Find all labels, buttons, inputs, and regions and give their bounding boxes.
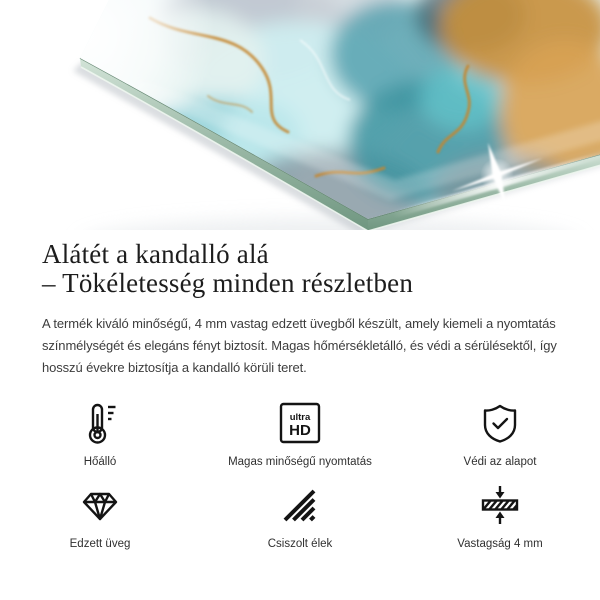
feature-tempered-glass (0, 483, 200, 551)
ultra-hd-icon-text-top: ultra (289, 412, 311, 423)
shield-check-icon (478, 401, 522, 445)
feature-ultra-hd (200, 401, 400, 469)
feature-protects-base (400, 401, 600, 469)
feature-label: Magas minőségű nyomtatás (228, 456, 372, 468)
feature-polished-edges (200, 483, 400, 551)
page-title (0, 230, 600, 298)
glass-panel-illustration (0, 0, 600, 230)
feature-thickness (400, 483, 600, 551)
product-description: A termék kiváló minőségű, 4 mm vastag edzett üvegből készült, amely kiemeli a nyomtatás színmélységét és elegáns fényt biztosít. Magas hőmérsékletálló, és védi a sérülésektől, így hosszú évekre biztosítja a kandalló körüli teret. (42, 316, 557, 375)
thermometer-icon (78, 401, 122, 445)
panel-reflection (80, 218, 580, 230)
feature-label: Vastagság 4 mm (457, 538, 543, 550)
ultra-hd-icon (278, 401, 322, 445)
page-title-line1: Alátét a kandalló alá (42, 239, 269, 269)
diamond-icon (78, 483, 122, 527)
feature-label: Hőálló (83, 456, 117, 468)
feature-label: Csiszolt élek (267, 538, 333, 550)
ultra-hd-icon-text-bottom: HD (289, 422, 311, 439)
thickness-icon (478, 483, 522, 527)
product-image (0, 0, 600, 230)
features-grid (0, 401, 600, 551)
page-title-line2: – Tökéletesség minden részletben (42, 268, 414, 298)
polished-edges-icon (278, 483, 322, 527)
feature-label: Védi az alapot (463, 456, 537, 468)
feature-heat-resistant (0, 401, 200, 469)
feature-label: Edzett üveg (69, 538, 131, 550)
